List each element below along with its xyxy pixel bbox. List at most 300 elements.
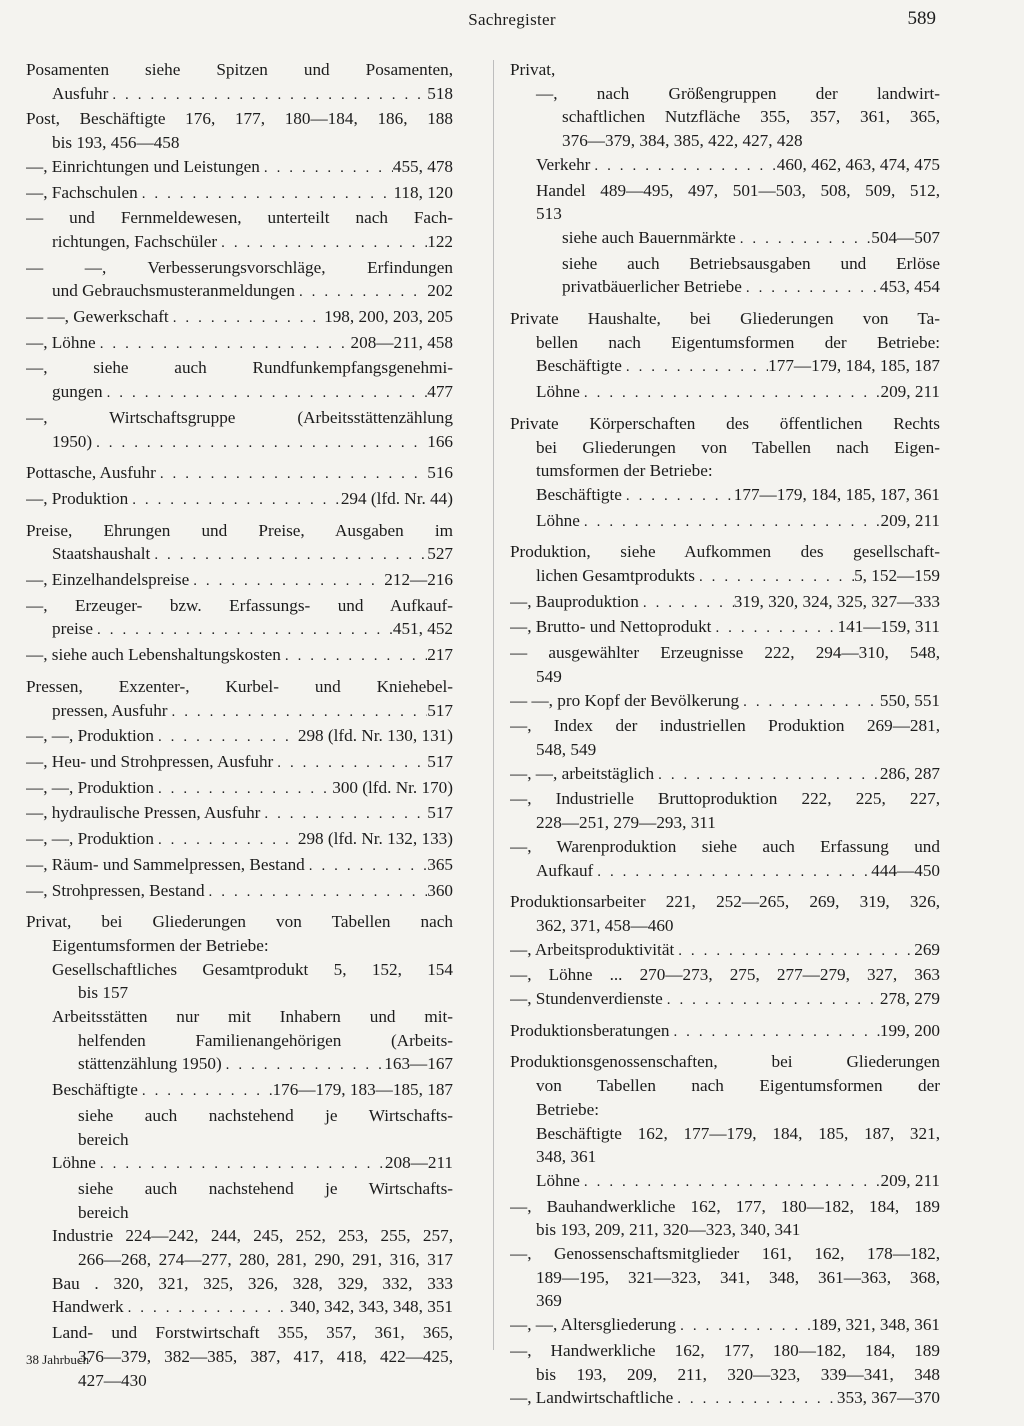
- page-reference: 300 (lfd. Nr. 170): [332, 777, 453, 797]
- index-line: — —, Verbesserungsvorschläge, Erfindungen: [26, 257, 453, 277]
- index-line: Pressen, Exzenter-, Kurbel- und Kniehebel-: [26, 676, 453, 696]
- printer-signature: 38 Jahrbuch: [26, 1352, 90, 1367]
- page-reference: 208—211: [384, 1153, 453, 1173]
- page-reference: 477: [427, 382, 453, 402]
- page-reference: 209, 211: [880, 1170, 940, 1190]
- index-line: —, Warenproduktion siehe auch Erfassung und: [510, 836, 940, 856]
- index-line-with-pages: [510, 987, 940, 1013]
- index-line: — ausgewählter Erzeugnisse 222, 294—310, 548,: [510, 643, 940, 663]
- index-line: —, Erzeuger- bzw. Erfassungs- und Aufkauf-: [26, 595, 453, 615]
- dot-leader: [128, 489, 341, 513]
- index-entry: [510, 835, 940, 884]
- index-line-with-pages: [26, 279, 453, 305]
- index-entry: [26, 853, 453, 879]
- index-entry: [510, 179, 940, 226]
- index-line: 228—251, 279—293, 311: [536, 813, 716, 833]
- index-line-with-pages: [510, 153, 940, 179]
- index-entry: [26, 256, 453, 305]
- index-entry: [26, 1224, 453, 1271]
- index-entry: [26, 331, 453, 357]
- dot-leader: [222, 1054, 385, 1078]
- page-reference: 453, 454: [879, 277, 940, 297]
- index-line: Industrie 224—242, 244, 245, 252, 253, 255, 257,: [52, 1226, 453, 1246]
- index-line-with-pages: [26, 230, 453, 256]
- page-reference: 176—179, 183—185, 187: [272, 1080, 453, 1100]
- dot-leader: [669, 1021, 879, 1045]
- dot-leader: [580, 382, 881, 406]
- page-reference: 199, 200: [879, 1020, 940, 1040]
- index-entry: [510, 307, 940, 406]
- index-entry: [510, 1313, 940, 1339]
- index-line: 266—268, 274—277, 280, 281, 290, 291, 316, 317: [78, 1250, 453, 1270]
- dot-leader: [676, 1315, 811, 1339]
- dot-leader: [622, 356, 768, 380]
- index-line: 376—379, 384, 385, 422, 427, 428: [562, 131, 803, 151]
- index-line: Post, Beschäftigte 176, 177, 180—184, 186, 188: [26, 109, 453, 129]
- index-entry: [26, 305, 453, 331]
- index-line-with-pages: [510, 226, 940, 252]
- dot-leader: [639, 592, 734, 616]
- index-entry: [510, 689, 940, 715]
- index-line: 427—430: [78, 1370, 147, 1390]
- index-entry: [510, 153, 940, 179]
- index-entry: [26, 356, 453, 405]
- index-line: Gesellschaftliches Gesamtprodukt 5, 152, 154: [52, 959, 453, 979]
- index-line-with-pages: [510, 615, 940, 641]
- index-entry: [510, 938, 940, 964]
- index-line: 369: [536, 1291, 562, 1311]
- index-line: bellen nach Eigentumsformen der Betriebe:: [536, 332, 940, 352]
- index-line: Produktionsarbeiter 221, 252—265, 269, 319, 326,: [510, 892, 940, 912]
- page-reference: 517: [427, 700, 453, 720]
- index-line-with-pages: [26, 568, 453, 594]
- dot-leader: [96, 333, 351, 357]
- dot-leader: [295, 281, 427, 305]
- index-line: —, nach Größengruppen der landwirt-: [536, 83, 940, 103]
- dot-leader: [217, 232, 427, 256]
- entry-label: Ausfuhr: [52, 83, 109, 103]
- right-index-column: [510, 58, 940, 1412]
- index-line: Eigentumsformen der Betriebe:: [52, 935, 269, 955]
- index-line-with-pages: [510, 275, 940, 301]
- index-line-with-pages: [26, 801, 453, 827]
- dot-leader: [674, 940, 914, 964]
- dot-leader: [736, 228, 872, 252]
- dot-leader: [654, 764, 880, 788]
- index-line-with-pages: [510, 1169, 940, 1195]
- entry-label: —, Löhne: [26, 332, 96, 352]
- dot-leader: [273, 752, 427, 776]
- index-entry: [26, 1295, 453, 1321]
- index-line-with-pages: [26, 461, 453, 487]
- dot-leader: [154, 726, 298, 750]
- index-line: —, Wirtschaftsgruppe (Arbeitsstättenzählung: [26, 407, 453, 427]
- page-reference: 516: [427, 463, 453, 483]
- index-entry: [26, 58, 453, 107]
- index-entry: [510, 987, 940, 1013]
- index-entry: [26, 1272, 453, 1296]
- index-entry: [26, 1104, 453, 1151]
- index-line: Land- und Forstwirtschaft 355, 357, 361, 365,: [52, 1323, 453, 1343]
- index-entry: [510, 787, 940, 834]
- dot-leader: [711, 617, 837, 641]
- page-reference: 319, 320, 324, 325, 327—333: [733, 591, 940, 611]
- index-entry: [26, 801, 453, 827]
- dot-leader: [124, 1297, 290, 1321]
- index-line: bis 193, 456—458: [52, 133, 180, 153]
- entry-label: —, Stundenverdienste: [510, 989, 663, 1009]
- index-line: Private Körperschaften des öffentlichen Rechts: [510, 413, 940, 433]
- entry-label: —, —, Produktion: [26, 726, 154, 746]
- index-line-with-pages: [510, 689, 940, 715]
- index-line-with-pages: [26, 181, 453, 207]
- dot-leader: [593, 861, 871, 885]
- index-entry: [26, 487, 453, 513]
- page-reference: 177—179, 184, 185, 187, 361: [733, 484, 940, 504]
- index-entry: [510, 1386, 940, 1412]
- index-entry: [26, 461, 453, 487]
- entry-label: Beschäftigte: [536, 484, 622, 504]
- page-reference: 189, 321, 348, 361: [811, 1315, 940, 1335]
- index-line: 348, 361: [536, 1147, 597, 1167]
- index-entry: [510, 58, 940, 82]
- index-line-with-pages: [510, 859, 940, 885]
- index-entry: [510, 82, 940, 153]
- index-line: —, Industrielle Bruttoproduktion 222, 225, 227,: [510, 789, 940, 809]
- entry-label: siehe auch Bauernmärkte: [562, 227, 736, 247]
- entry-label: Beschäftigte: [52, 1080, 138, 1100]
- index-line: bereich: [78, 1202, 129, 1222]
- page-reference: 217: [427, 645, 453, 665]
- index-line: Betriebe:: [536, 1099, 599, 1119]
- index-line: 362, 371, 458—460: [536, 915, 674, 935]
- index-line: tumsformen der Betriebe:: [536, 461, 713, 481]
- page-reference: 209, 211: [880, 382, 940, 402]
- dot-leader: [205, 881, 428, 905]
- dot-leader: [305, 855, 427, 879]
- dot-leader: [169, 307, 324, 331]
- entry-label: Löhne: [536, 382, 580, 402]
- index-line: Produktionsgenossenschaften, bei Gliederungen: [510, 1052, 940, 1072]
- entry-label: Aufkauf: [536, 860, 594, 880]
- index-line: Private Haushalte, bei Gliederungen von Ta-: [510, 309, 940, 329]
- running-header-title: Sachregister: [468, 10, 556, 29]
- entry-label: Pottasche, Ausfuhr: [26, 463, 156, 483]
- index-line-with-pages: [26, 776, 453, 802]
- entry-label: richtungen, Fachschüler: [52, 231, 218, 251]
- index-line-with-pages: [510, 938, 940, 964]
- index-line: —, Genossenschaftsmitglieder 161, 162, 178—182,: [510, 1244, 940, 1264]
- index-entry: [26, 594, 453, 643]
- dot-leader: [281, 645, 427, 669]
- index-entry: [510, 762, 940, 788]
- index-line-with-pages: [26, 1151, 453, 1177]
- page-reference: 177—179, 184, 185, 187: [768, 356, 940, 376]
- entry-label: Handwerk: [52, 1297, 124, 1317]
- index-entry: [510, 1242, 940, 1313]
- page-reference: 163—167: [384, 1054, 453, 1074]
- page-reference: 278, 279: [879, 989, 940, 1009]
- page-reference: 451, 452: [392, 619, 453, 639]
- index-line-with-pages: [510, 483, 940, 509]
- index-entry: [26, 910, 453, 957]
- index-line-with-pages: [510, 354, 940, 380]
- index-entry: [26, 750, 453, 776]
- index-line-with-pages: [26, 750, 453, 776]
- index-entry: [26, 1177, 453, 1224]
- page-reference: 208—211, 458: [350, 332, 453, 352]
- entry-label: —, Räum- und Sammelpressen, Bestand: [26, 854, 305, 874]
- entry-label: Beschäftigte: [536, 356, 622, 376]
- page-reference: 269: [914, 939, 940, 959]
- index-line: — und Fernmeldewesen, unterteilt nach Fach-: [26, 208, 453, 228]
- index-line: —, Handwerkliche 162, 177, 180—182, 184, 189: [510, 1340, 940, 1360]
- dot-leader: [580, 511, 881, 535]
- index-entry: [510, 615, 940, 641]
- index-line-with-pages: [26, 1052, 453, 1078]
- index-entry: [26, 1151, 453, 1177]
- index-line: bis 193, 209, 211, 320—323, 339—341, 348: [536, 1364, 940, 1384]
- entry-label: —, Einzelhandelspreise: [26, 570, 190, 590]
- entry-label: Löhne: [52, 1153, 96, 1173]
- page-reference: 504—507: [871, 227, 940, 247]
- index-line: Preise, Ehrungen und Preise, Ausgaben im: [26, 520, 453, 540]
- index-line: helfenden Familienangehörigen (Arbeits-: [78, 1030, 453, 1050]
- dot-leader: [590, 155, 776, 179]
- index-entry: [26, 827, 453, 853]
- dot-leader: [673, 1388, 837, 1412]
- entry-label: —, Brutto- und Nettoprodukt: [510, 617, 712, 637]
- index-line-with-pages: [26, 430, 453, 456]
- dot-leader: [742, 277, 880, 301]
- page-reference: 212—216: [384, 570, 453, 590]
- index-entry: [26, 958, 453, 1005]
- index-entry: [510, 641, 940, 688]
- page-reference: 340, 342, 343, 348, 351: [289, 1297, 453, 1317]
- page-reference: 460, 462, 463, 474, 475: [776, 154, 940, 174]
- dot-leader: [138, 183, 394, 207]
- entry-label: —, —, arbeitstäglich: [510, 763, 655, 783]
- entry-label: —, Produktion: [26, 488, 129, 508]
- column-divider: [493, 60, 494, 1350]
- entry-label: —, Einrichtungen und Leistungen: [26, 156, 260, 176]
- index-line: bei Gliederungen von Tabellen nach Eigen-: [536, 437, 940, 457]
- index-entry: [26, 206, 453, 255]
- index-line: Bau . 320, 321, 325, 326, 328, 329, 332, 333: [52, 1273, 453, 1293]
- page-reference: 298 (lfd. Nr. 130, 131): [297, 726, 453, 746]
- entry-label: lichen Gesamtprodukts: [536, 566, 695, 586]
- page-reference: 141—159, 311: [837, 617, 940, 637]
- index-entry: [26, 724, 453, 750]
- dot-leader: [580, 1171, 881, 1195]
- dot-leader: [189, 570, 384, 594]
- page-reference: 527: [427, 544, 453, 564]
- index-line-with-pages: [510, 1019, 940, 1045]
- index-entry: [26, 519, 453, 568]
- index-line: Posamenten siehe Spitzen und Posamenten,: [26, 60, 453, 79]
- entry-label: —, Bauproduktion: [510, 591, 639, 611]
- dot-leader: [103, 382, 428, 406]
- index-entry: [510, 226, 940, 301]
- index-line-with-pages: [510, 1313, 940, 1339]
- entry-label: —, —, Altersgliederung: [510, 1315, 677, 1335]
- entry-label: —, Heu- und Strohpressen, Ausfuhr: [26, 751, 274, 771]
- dot-leader: [108, 84, 427, 108]
- index-entry: [26, 1005, 453, 1078]
- entry-label: Löhne: [536, 510, 580, 530]
- page-reference: 202: [427, 281, 453, 301]
- index-line-with-pages: [26, 643, 453, 669]
- page-reference: 365: [427, 854, 453, 874]
- dot-leader: [739, 691, 880, 715]
- index-entry: [26, 675, 453, 724]
- entry-label: Staatshaushalt: [52, 544, 151, 564]
- entry-label: —, siehe auch Lebenshaltungskosten: [26, 645, 281, 665]
- index-entry: [510, 412, 940, 535]
- index-entry: [510, 1339, 940, 1386]
- index-line-with-pages: [26, 1078, 453, 1104]
- index-line-with-pages: [26, 827, 453, 853]
- page-reference: 294 (lfd. Nr. 44): [340, 488, 453, 508]
- entry-label: privatbäuerlicher Betriebe: [562, 277, 742, 297]
- page-reference: 550, 551: [879, 690, 940, 710]
- index-line: Privat, bei Gliederungen von Tabellen nach: [26, 912, 453, 932]
- index-entry: [26, 155, 453, 181]
- index-line-with-pages: [510, 509, 940, 535]
- index-line: 376—379, 382—385, 387, 417, 418, 422—425,: [78, 1346, 453, 1366]
- index-entry: [26, 406, 453, 455]
- index-line-with-pages: [510, 762, 940, 788]
- index-line-with-pages: [26, 305, 453, 331]
- index-line-with-pages: [26, 542, 453, 568]
- dot-leader: [695, 566, 854, 590]
- index-entry: [510, 1050, 940, 1194]
- dot-leader: [168, 701, 428, 725]
- index-entry: [26, 776, 453, 802]
- entry-label: preise: [52, 619, 94, 639]
- dot-leader: [92, 432, 427, 456]
- index-line-with-pages: [26, 699, 453, 725]
- index-line: 513: [536, 204, 562, 224]
- page-reference: 118, 120: [393, 182, 453, 202]
- index-line: —, siehe auch Rundfunkempfangsgenehmi-: [26, 358, 453, 378]
- index-line-with-pages: [510, 590, 940, 616]
- dot-leader: [156, 463, 427, 487]
- dot-leader: [96, 1153, 385, 1177]
- index-entry: [510, 1195, 940, 1242]
- index-line: bis 157: [78, 983, 129, 1003]
- index-line: siehe auch Betriebsausgaben und Erlöse: [562, 253, 940, 273]
- index-line: bereich: [78, 1129, 129, 1149]
- index-line-with-pages: [26, 380, 453, 406]
- dot-leader: [150, 544, 427, 568]
- page-reference: 122: [427, 231, 453, 251]
- index-line: —, Index der industriellen Produktion 269—281,: [510, 716, 940, 736]
- index-entry: [510, 963, 940, 987]
- left-index-column: [26, 58, 453, 1392]
- index-line: schaftlichen Nutzfläche 355, 357, 361, 365,: [562, 107, 940, 127]
- entry-label: und Gebrauchsmusteranmeldungen: [52, 281, 295, 301]
- index-line-with-pages: [510, 564, 940, 590]
- entry-label: — —, pro Kopf der Bevölkerung: [510, 690, 740, 710]
- entry-label: 1950): [52, 431, 93, 451]
- page-reference: 518: [427, 83, 453, 103]
- index-entry: [26, 643, 453, 669]
- page-reference: 444—450: [871, 860, 940, 880]
- entry-label: —, —, Produktion: [26, 777, 154, 797]
- index-line-with-pages: [510, 380, 940, 406]
- page-number: 589: [907, 8, 936, 29]
- index-line: —, Löhne ... 270—273, 275, 277—279, 327, 363: [510, 965, 940, 985]
- index-entry: [26, 568, 453, 594]
- index-line: Produktion, siehe Aufkommen des gesellschaft-: [510, 542, 940, 562]
- index-line: von Tabellen nach Eigentumsformen der: [536, 1076, 940, 1096]
- index-line-with-pages: [26, 155, 453, 181]
- index-line: Arbeitsstätten nur mit Inhabern und mit-: [52, 1007, 453, 1027]
- index-line: Beschäftigte 162, 177—179, 184, 185, 187, 321,: [536, 1123, 940, 1143]
- index-line-with-pages: [26, 82, 453, 108]
- index-line-with-pages: [26, 331, 453, 357]
- index-line: Handel 489—495, 497, 501—503, 508, 509, 512,: [536, 180, 940, 200]
- page-reference: 298 (lfd. Nr. 132, 133): [297, 829, 453, 849]
- page-reference: 517: [427, 803, 453, 823]
- entry-label: —, —, Produktion: [26, 829, 154, 849]
- index-entry: [510, 714, 940, 761]
- dot-leader: [663, 989, 880, 1013]
- index-entry: [26, 107, 453, 154]
- entry-label: Verkehr: [536, 154, 591, 174]
- index-entry: [510, 590, 940, 616]
- entry-label: Löhne: [536, 1170, 580, 1190]
- dot-leader: [154, 829, 298, 853]
- index-line-with-pages: [26, 879, 453, 905]
- index-entry: [510, 1019, 940, 1045]
- index-line: siehe auch nachstehend je Wirtschafts-: [78, 1178, 453, 1198]
- index-line: siehe auch nachstehend je Wirtschafts-: [78, 1105, 453, 1125]
- page-reference: 353, 367—370: [836, 1388, 940, 1408]
- dot-leader: [93, 619, 393, 643]
- index-entry: [26, 1078, 453, 1104]
- entry-label: stättenzählung 1950): [78, 1054, 222, 1074]
- index-line-with-pages: [26, 853, 453, 879]
- entry-label: —, Fachschulen: [26, 182, 138, 202]
- index-line-with-pages: [26, 1295, 453, 1321]
- entry-label: —, Landwirtschaftliche: [510, 1388, 674, 1408]
- entry-label: —, hydraulische Pressen, Ausfuhr: [26, 803, 261, 823]
- index-entry: [510, 540, 940, 589]
- index-line: 189—195, 321—323, 341, 348, 361—363, 368,: [536, 1267, 940, 1287]
- entry-label: gungen: [52, 382, 103, 402]
- dot-leader: [622, 485, 734, 509]
- page-reference: 166: [427, 431, 453, 451]
- index-line-with-pages: [26, 724, 453, 750]
- page-reference: 455, 478: [392, 156, 453, 176]
- index-line: 549: [536, 666, 562, 686]
- page-reference: 286, 287: [879, 763, 940, 783]
- index-line: —, Bauhandwerkliche 162, 177, 180—182, 184, 189: [510, 1196, 940, 1216]
- entry-label: pressen, Ausfuhr: [52, 700, 168, 720]
- page-reference: 360: [427, 880, 453, 900]
- dot-leader: [138, 1080, 273, 1104]
- index-line: Privat,: [510, 60, 556, 79]
- page-reference: 198, 200, 203, 205: [324, 307, 453, 327]
- index-entry: [26, 879, 453, 905]
- page-reference: 517: [427, 751, 453, 771]
- dot-leader: [260, 803, 427, 827]
- index-line-with-pages: [26, 487, 453, 513]
- index-line-with-pages: [26, 617, 453, 643]
- entry-label: Produktionsberatungen: [510, 1020, 670, 1040]
